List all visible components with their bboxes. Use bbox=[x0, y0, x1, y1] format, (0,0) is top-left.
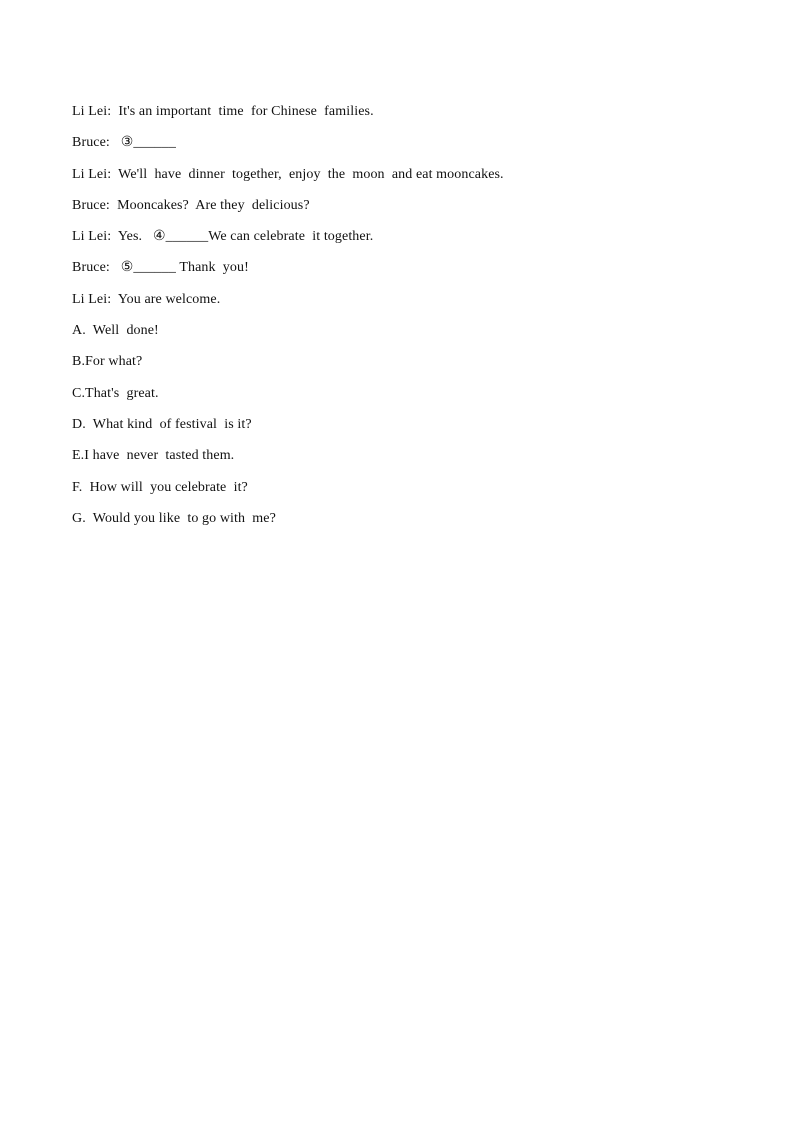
dialogue-line-li-lei: Li Lei: You are welcome. bbox=[72, 291, 221, 307]
option-g: G. Would you like to go with me? bbox=[72, 510, 276, 526]
dialogue-line-li-lei: Li Lei: It's an important time for Chinese families. bbox=[72, 104, 374, 119]
dialogue-line-bruce-blank-5: Bruce: ⑤______ Thank you! bbox=[72, 260, 249, 276]
option-e: E.I have never tasted them. bbox=[72, 448, 235, 464]
dialogue-line-li-lei-blank-4: Li Lei: Yes. ④______We can celebrate it together. bbox=[72, 229, 374, 245]
dialogue-line-li-lei: Li Lei: We'll have dinner together, enjoy the moon and eat mooncakes. bbox=[72, 166, 504, 182]
option-d: D. What kind of festival is it? bbox=[72, 416, 252, 432]
exercise-content bbox=[72, 102, 722, 540]
option-c: C.That's great. bbox=[72, 385, 159, 401]
option-f: F. How will you celebrate it? bbox=[72, 479, 248, 495]
dialogue-line-bruce-blank-3: Bruce: ③______ bbox=[72, 135, 176, 151]
dialogue-line-bruce: Bruce: Mooncakes? Are they delicious? bbox=[72, 197, 310, 213]
option-b: B.For what? bbox=[72, 354, 143, 370]
option-a: A. Well done! bbox=[72, 323, 159, 339]
